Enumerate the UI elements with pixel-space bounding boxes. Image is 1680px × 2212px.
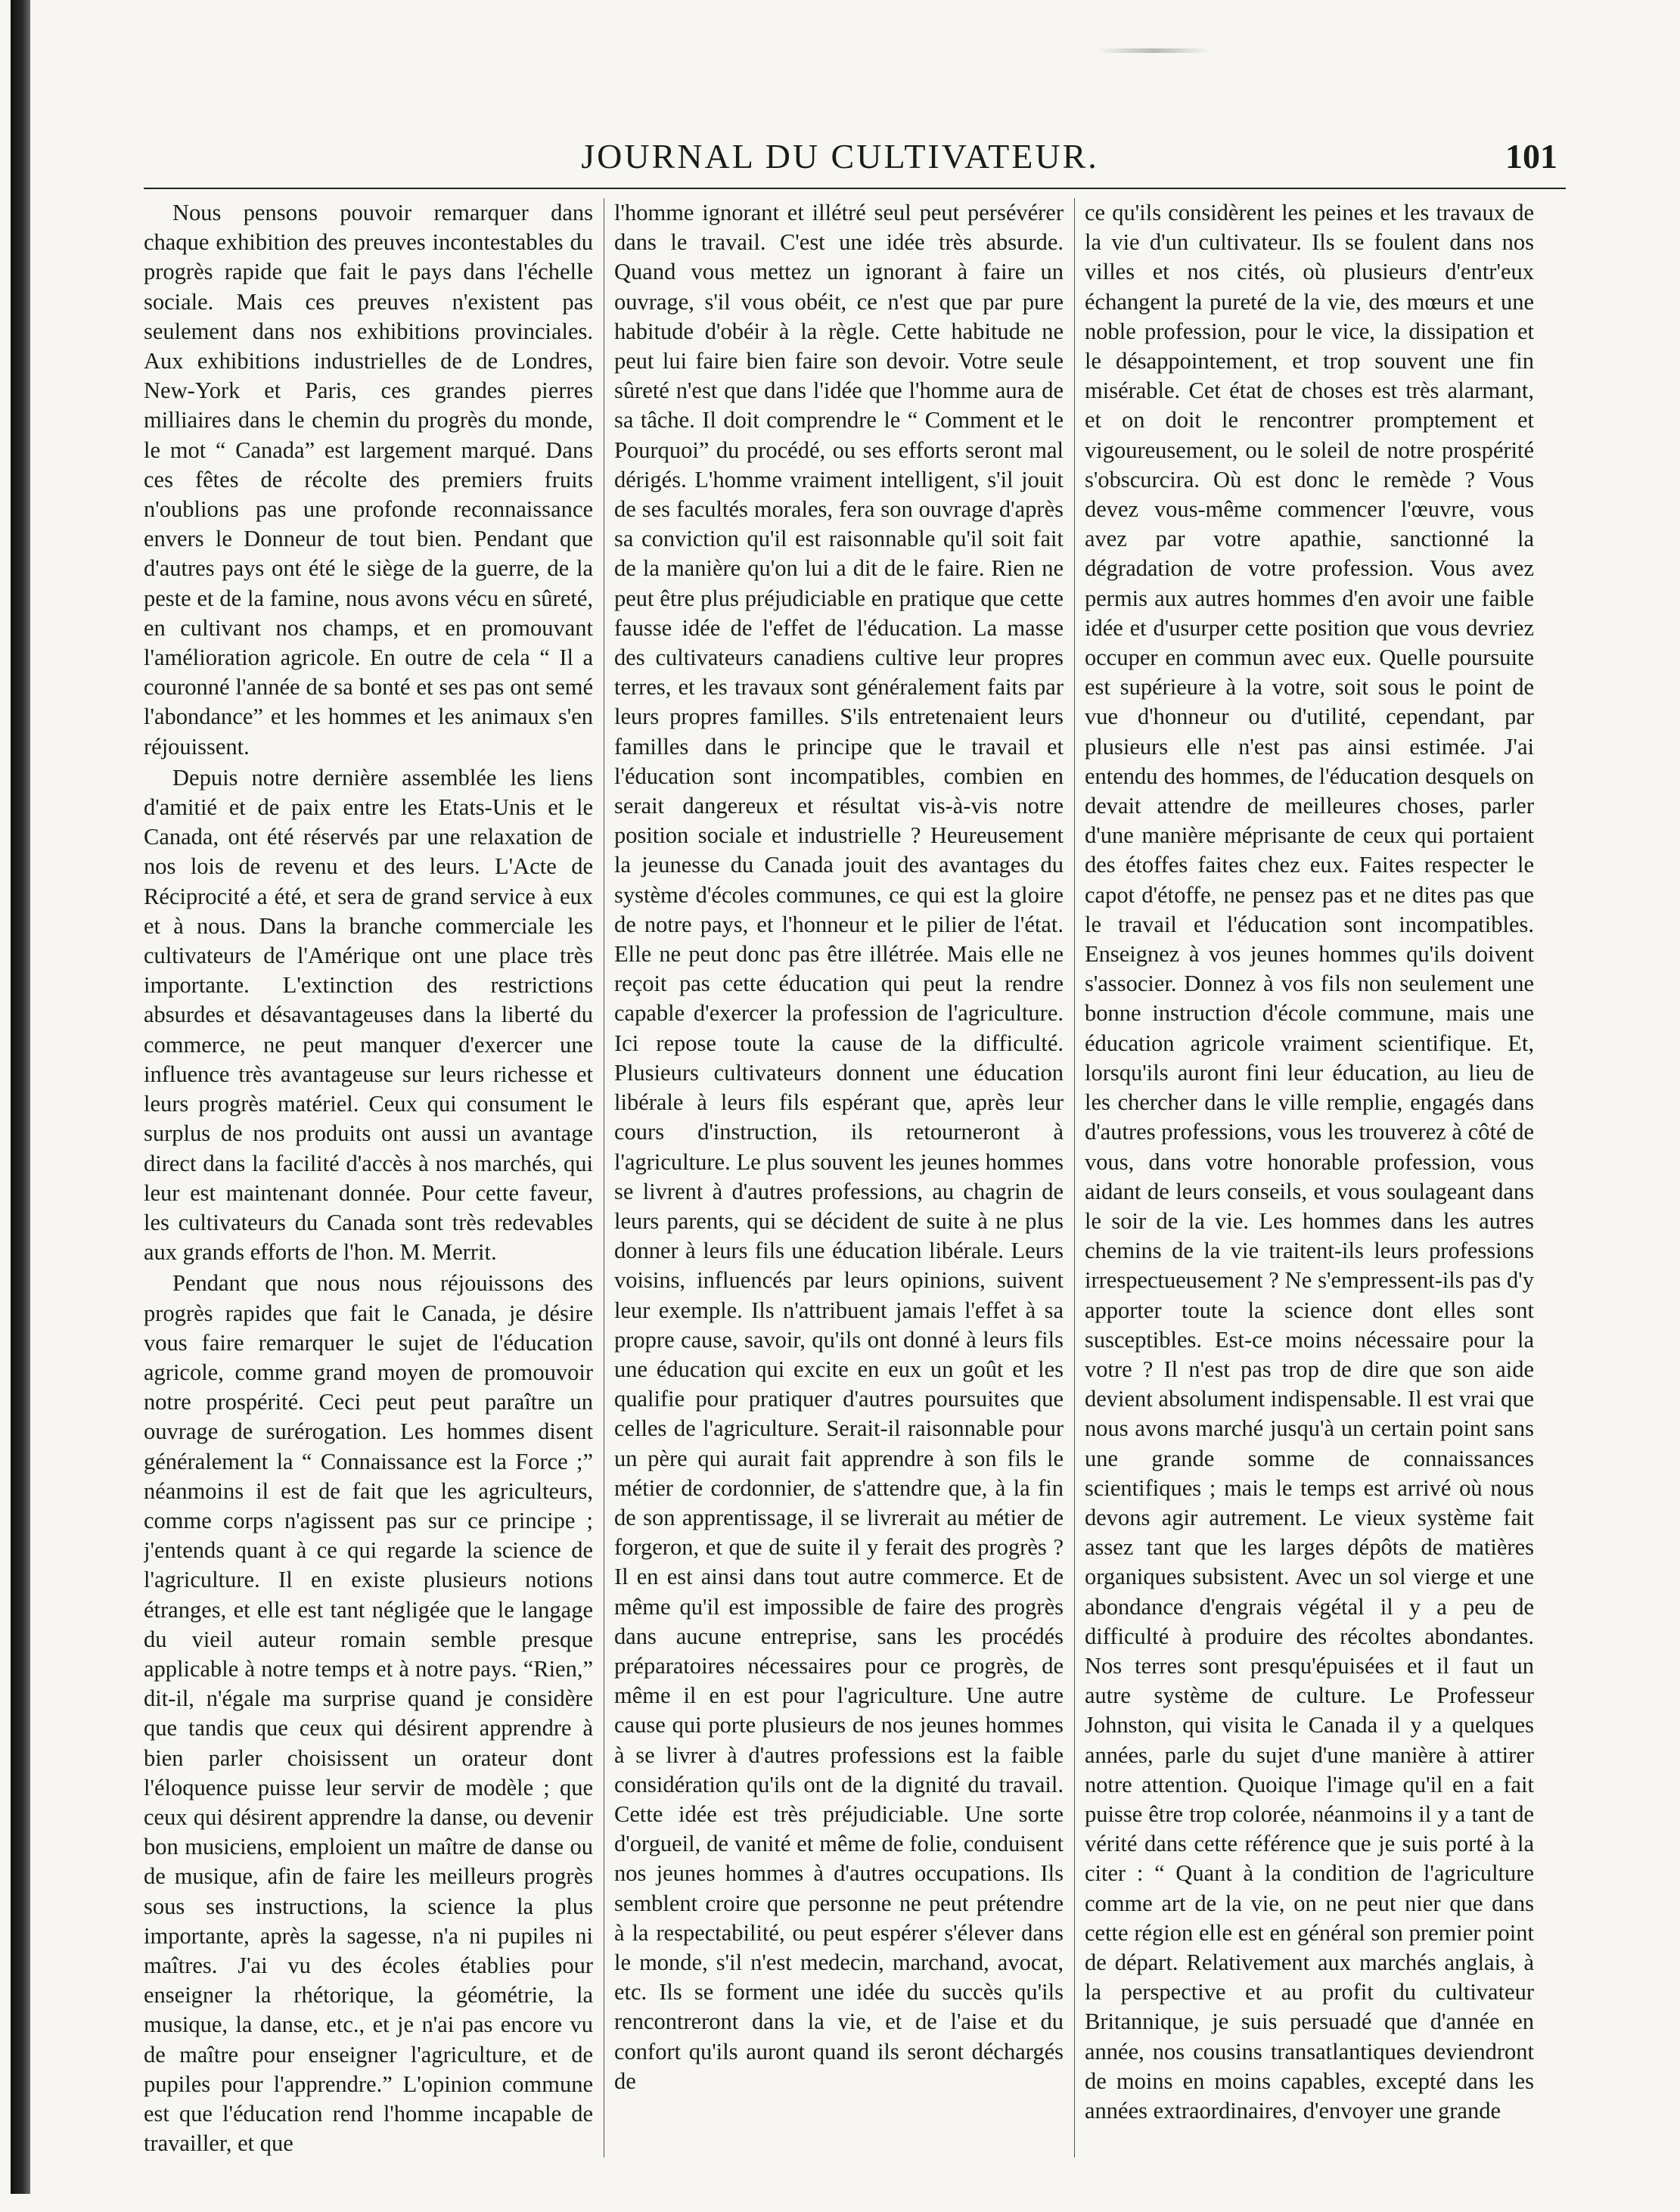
header-rule xyxy=(144,188,1566,189)
column-3 xyxy=(1085,198,1534,2165)
running-header xyxy=(0,136,1680,182)
paper-smudge xyxy=(1097,48,1210,53)
binding-shadow xyxy=(11,0,30,2194)
text-columns xyxy=(144,198,1566,2165)
paragraph: l'homme ignorant et illétré seul peut persévérer dans le travail. C'est une idée très absurde. Quand vous mettez un ignorant à faire un ouvrage, s'il vous obéit, ce n'est que par pure habitude d'obéir à la règle. Cette habitude ne peut lui faire bien faire son devoir. Votre seule sûreté n'est que dans l'idée que l'homme aura de sa tâche. Il doit comprendre le “ Comment et le Pourquoi” du procédé, ou ses efforts seront mal dérigés. L'homme vraiment intelligent, s'il jouit de ses facultés morales, fera son ouvrage d'après sa conviction qu'il est raisonnable qu'il soit fait de la manière qu'on lui a dit de le faire. Rien ne peut être plus préjudiciable en pratique que cette fausse idée de l'effet de l'éducation. La masse des cultivateurs canadiens cultive leur propres terres, et les travaux sont généralement faits par leurs propres familles. S'ils entretenaient leurs familles dans le principe que le travail et l'éducation sont incompatibles, combien en serait dangereux et résultat vis-à-vis notre position sociale et industrielle ? Heureusement la jeunesse du Canada jouit des avantages du système d'écoles communes, ce qui est la gloire de notre pays, et l'honneur et le pilier de l'état. Elle ne peut donc pas être illétrée. Mais elle ne reçoit pas cette éducation qui peut la rendre capable d'exercer la profession de l'agriculture. Ici repose toute la cause de la difficulté. Plusieurs cultivateurs donnent une éducation libérale à leurs fils espérant que, après leur cours d'instruction, ils retourneront à l'agriculture. Le plus souvent les jeunes hommes se livrent à d'autres professions, au chagrin de leurs parents, qui se décident de suite à ne plus donner à leurs fils une éducation libérale. Leurs voisins, influencés par leurs opinions, suivent leur exemple. Ils n'attribuent jamais l'effet à sa propre cause, savoir, qu'ils ont donné à leurs fils une éducation qui excite en eux un goût et les qualifie pour pratiquer d'autres poursuites que celles de l'agriculture. Serait-il raisonnable pour un père qui aurait fait apprendre à son fils le métier de cordonnier, de s'attendre que, à la fin de son apprentissage, il se livrerait au métier de forgeron, et que de suite il y ferait des progrès ? Il en est ainsi dans tout autre commerce. Et de même qu'il est impossible de faire des progrès dans aucune entreprise, sans les procédés préparatoires nécessaires pour ce progrès, de même il en est pour l'agriculture. Une autre cause qui porte plusieurs de nos jeunes hommes à se livrer à d'autres professions est la faible considération qu'ils ont de la dignité du travail. Cette idée est très préjudiciable. Une sorte d'orgueil, de vanité et même de folie, conduisent nos jeunes hommes à d'autres occupations. Ils semblent croire que personne ne peut prétendre à la respectabilité, ou peut espérer s'élever dans le monde, s'il n'est medecin, marchand, avocat, etc. Ils se forment une idée du succès qu'ils rencontreront dans la vie, et de l'aise et du confort qu'ils auront quand ils seront déchargés de xyxy=(614,200,1064,2094)
journal-title: JOURNAL DU CULTIVATEUR. xyxy=(581,137,1099,176)
paragraph: ce qu'ils considèrent les peines et les travaux de la vie d'un cultivateur. Ils se foulent dans nos villes et nos cités, où plusieurs d'entr'eux échangent la pureté de la vie, des mœurs et une noble profession, pour le vice, la dissipation et le désappointement, et trop souvent une fin misérable. Cet état de choses est très alarmant, et on doit le rencontrer promptement et vigoureusement, ou le soleil de notre prospérité s'obscurcira. Où est donc le remède ? Vous devez vous-même commencer l'œuvre, vous avez par votre apathie, sanctionné la dégradation de votre profession. Vous avez permis aux autres hommes d'en avoir une faible idée et d'usurper cette position que vous devriez occuper en commun avec eux. Quelle poursuite est supérieure à la votre, soit sous le point de vue d'honneur ou d'utilité, cependant, par plusieurs elle n'est pas ainsi estimée. J'ai entendu des hommes, de l'éducation desquels on devait attendre de meilleures choses, parler d'une manière méprisante de ceux qui portaient des étoffes faites chez eux. Faites respecter le capot d'étoffe, ne pensez pas et ne dites pas que le travail et l'éducation sont incompatibles. Enseignez à vos jeunes hommes qu'ils doivent s'associer. Donnez à vos fils non seulement une bonne instruction d'école commune, mais une éducation agricole vraiment scientifique. Et, lorsqu'ils auront fini leur éducation, au lieu de les chercher dans le ville remplie, engagés dans d'autres professions, vous les trouverez à côté de vous, dans votre honorable profession, vous aidant de leurs conseils, et vous soulageant dans le soir de la vie. Les hommes dans les autres chemins de la vie traitent-ils leurs professions irrespectueusement ? Ne s'empressent-ils pas d'y apporter toute la science dont elles sont susceptibles. Est-ce moins nécessaire pour la votre ? Il n'est pas trop de dire que son aide devient absolument indispensable. Il est vrai que nous avons marché jusqu'à un certain point sans une grande somme de connaissances scientifiques ; mais le temps est arrivé où nous devons agir autrement. Le vieux système fait assez tant que les larges dépôts de matières organiques subsistent. Avec un sol vierge et une abondance d'engrais végétal il y a peu de difficulté à produire des récoltes abondantes. Nos terres sont presqu'épuisées et il faut un autre système de culture. Le Professeur Johnston, qui visita le Canada il y a quelques années, parle du sujet d'une manière à attirer notre attention. Quoique l'image qu'il en a fait puisse être trop colorée, néanmoins il y a tant de vérité dans cette référence que je suis porté à la citer : “ Quant à la condition de l'agriculture comme art de la vie, on ne peut nier que dans cette région elle est en général son premier point de départ. Relativement aux marchés anglais, à la perspective et au profit du cultivateur Britannique, je suis persuadé que d'année en année, nos cousins transatlantiques deviendront de moins en moins capables, excepté dans les années extraordinaires, d'envoyer une grande xyxy=(1085,200,1534,2123)
paragraph: Nous pensons pouvoir remarquer dans chaque exhibition des preuves incontestables du progrès rapide que fait le pays dans l'échelle sociale. Mais ces preuves n'existent pas seulement dans nos exhibitions provinciales. Aux exhibitions industrielles de de Londres, New-York et Paris, ces grandes pierres milliaires dans le chemin du progrès du monde, le mot “ Canada” est largement marqué. Dans ces fêtes de récolte des premiers fruits n'oublions pas une profonde reconnaissance envers le Donneur de tout bien. Pendant que d'autres pays ont été le siège de la guerre, de la peste et de la famine, nous avons vécu en sûreté, en cultivant nos champs, et en promouvant l'amélioration agricole. En outre de cela “ Il a couronné l'année de sa bonté et ses pas ont semé l'abondance” et les hommes et les animaux s'en réjouissent. xyxy=(144,200,593,760)
column-divider xyxy=(1074,198,1075,2158)
column-1 xyxy=(144,198,593,2165)
page-number: 101 xyxy=(1505,137,1557,176)
paragraph: Pendant que nous nous réjouissons des progrès rapides que fait le Canada, je désire vous faire remarquer le sujet de l'éducation agricole, comme grand moyen de promouvoir notre prospérité. Ceci peut peut paraître un ouvrage de surérogation. Les hommes disent généralement la “ Connaissance est la Force ;” néanmoins il est de fait que les agriculteurs, comme corps n'agissent pas sur ce principe ; j'entends quant à ce qui regarde la science de l'agriculture. Il en existe plusieurs notions étranges, et elle est tant négligée que le langage du vieil auteur romain semble presque applicable à notre temps et à notre pays. “Rien,” dit-il, n'égale ma surprise quand je considère que tandis que ceux qui désirent apprendre à bien parler choisissent un orateur dont l'éloquence puisse leur servir de modèle ; que ceux qui désirent apprendre la danse, ou devenir bon musiciens, emploient un maître de danse ou de musique, afin de faire les meilleurs progrès sous ses instructions, la science la plus importante, après la sagesse, n'a ni pupiles ni maîtres. J'ai vu des écoles établies pour enseigner la rhétorique, la géométrie, la musique, la danse, etc., et je n'ai pas encore vu de maître pour enseigner l'agriculture, et de pupiles pour l'apprendre.” L'opinion commune est que l'éducation rend l'homme incapable de travailler, et que xyxy=(144,1270,593,2157)
column-2 xyxy=(614,198,1064,2165)
paragraph: Depuis notre dernière assemblée les liens d'amitié et de paix entre les Etats-Unis et le Canada, ont été réservés par une relaxation de nos lois de revenu et des leurs. L'Acte de Réciprocité a été, et sera de grand service à eux et à nous. Dans la branche commerciale les cultivateurs de l'Amérique ont une place très importante. L'extinction des restrictions absurdes et désavantageuses dans la liberté du commerce, ne peut manquer d'exercer une influence très avantageuse sur leurs richesse et leurs progrès matériel. Ceux qui consument le surplus de nos produits ont aussi un avantage direct dans la facilité d'accès à nos marchés, qui leur est maintenant donnée. Pour cette faveur, les cultivateurs du Canada sont très redevables aux grands efforts de l'hon. M. Merrit. xyxy=(144,764,593,1266)
